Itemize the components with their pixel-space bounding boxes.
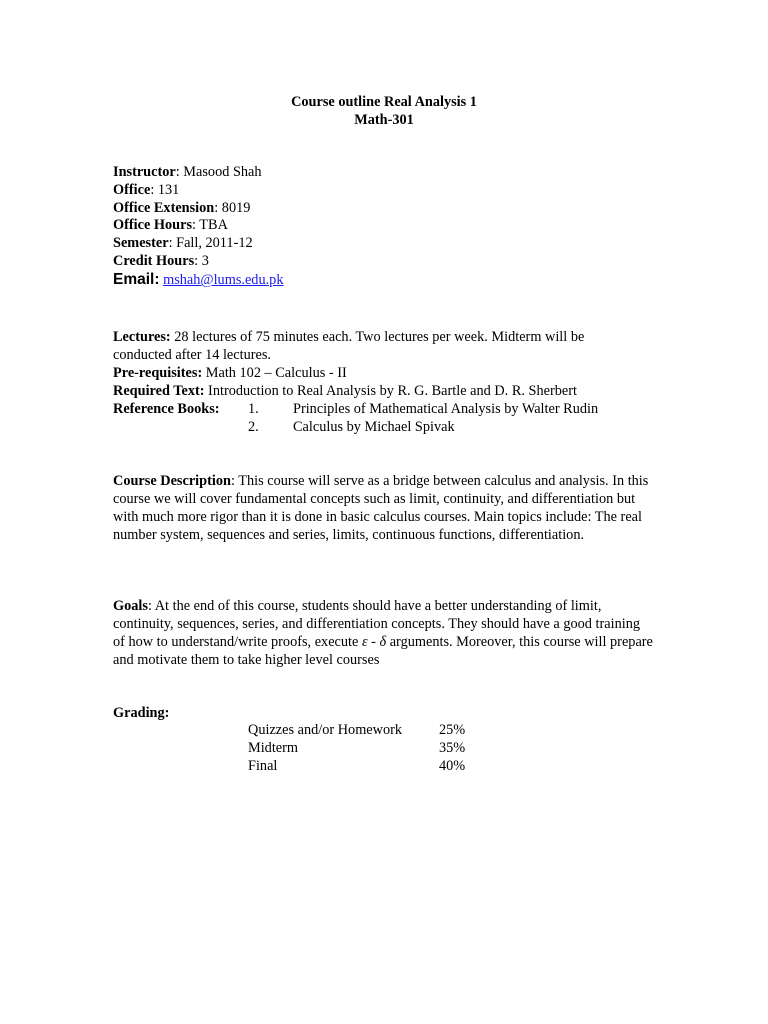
course-code: Math-301 [354, 112, 414, 128]
lectures-text: 28 lectures of 75 minutes each. Two lectures per week. Midterm will be [170, 329, 585, 345]
reference-title: Principles of Mathematical Analysis by Walter Rudin [293, 401, 599, 417]
email-label: Email: [113, 271, 160, 288]
grading-weight: 35% [439, 740, 466, 756]
credit-hours-value: : 3 [194, 253, 209, 269]
grading-weight: 40% [439, 758, 466, 774]
semester-row [113, 235, 253, 252]
grading-item: Midterm [248, 740, 299, 756]
lectures-label: Lectures: [113, 329, 171, 345]
instructor-label: Instructor [113, 164, 176, 180]
credit-hours-label: Credit Hours [113, 253, 195, 269]
reference-number: 2. [248, 419, 259, 435]
office-value: : 131 [150, 182, 180, 198]
course-description [113, 472, 653, 544]
required-text-label: Required Text: [113, 383, 205, 399]
office-row [113, 182, 179, 199]
prerequisites-label: Pre-requisites: [113, 365, 203, 381]
credit-hours-row [113, 253, 209, 270]
prerequisites-value: Math 102 – Calculus - II [202, 365, 347, 381]
course-description-text: : This course will serve as a bridge between calculus and analysis. In this course we will cover fundamental concepts such as limit, continuity, and differentiation but with much more rigor than it is done in basic calculus courses. Main topics include: The real number system, sequences and series, limits, continuous functions, differentiation. [113, 473, 649, 543]
required-text-row [113, 383, 577, 400]
grading-label: Grading: [113, 705, 170, 721]
goals-text-2: arguments. Moreover, this course will prepare and motivate them to take higher level courses [113, 634, 653, 668]
required-text-value: Introduction to Real Analysis by R. G. Bartle and D. R. Sherbert [204, 383, 577, 399]
email-link[interactable]: mshah@lums.edu.pk [163, 272, 284, 288]
epsilon-delta-symbol: ε - δ [361, 634, 387, 650]
extension-row [113, 200, 250, 217]
office-hours-value: : TBA [192, 217, 228, 233]
goals-label: Goals [113, 598, 148, 614]
instructor-value: : Masood Shah [175, 164, 262, 180]
lectures-line-2: conducted after 14 lectures. [113, 347, 271, 363]
grading-item: Final [248, 758, 278, 774]
goals-paragraph [113, 597, 653, 669]
course-description-label: Course Description [113, 473, 231, 489]
office-hours-row [113, 217, 228, 234]
lectures-line-1 [113, 329, 584, 346]
reference-books-label: Reference Books: [113, 401, 220, 417]
instructor-row [113, 164, 262, 181]
goals-text-1: : At the end of this course, students should have a better understanding of limit, continuity, sequences, series, and differentiation concepts. They should have a good training of how to understand/write proofs, execute [113, 598, 640, 650]
course-title: Course outline Real Analysis 1 [291, 94, 477, 110]
semester-label: Semester [113, 235, 169, 251]
office-hours-label: Office Hours [113, 217, 193, 233]
reference-number: 1. [248, 401, 259, 417]
semester-value: : Fall, 2011-12 [168, 235, 253, 251]
grading-weight: 25% [439, 722, 466, 738]
grading-item: Quizzes and/or Homework [248, 722, 403, 738]
office-label: Office [113, 182, 151, 198]
reference-title: Calculus by Michael Spivak [293, 419, 455, 435]
extension-label: Office Extension [113, 200, 215, 216]
email-row [113, 271, 283, 289]
extension-value: : 8019 [214, 200, 251, 216]
prerequisites-row [113, 365, 347, 382]
